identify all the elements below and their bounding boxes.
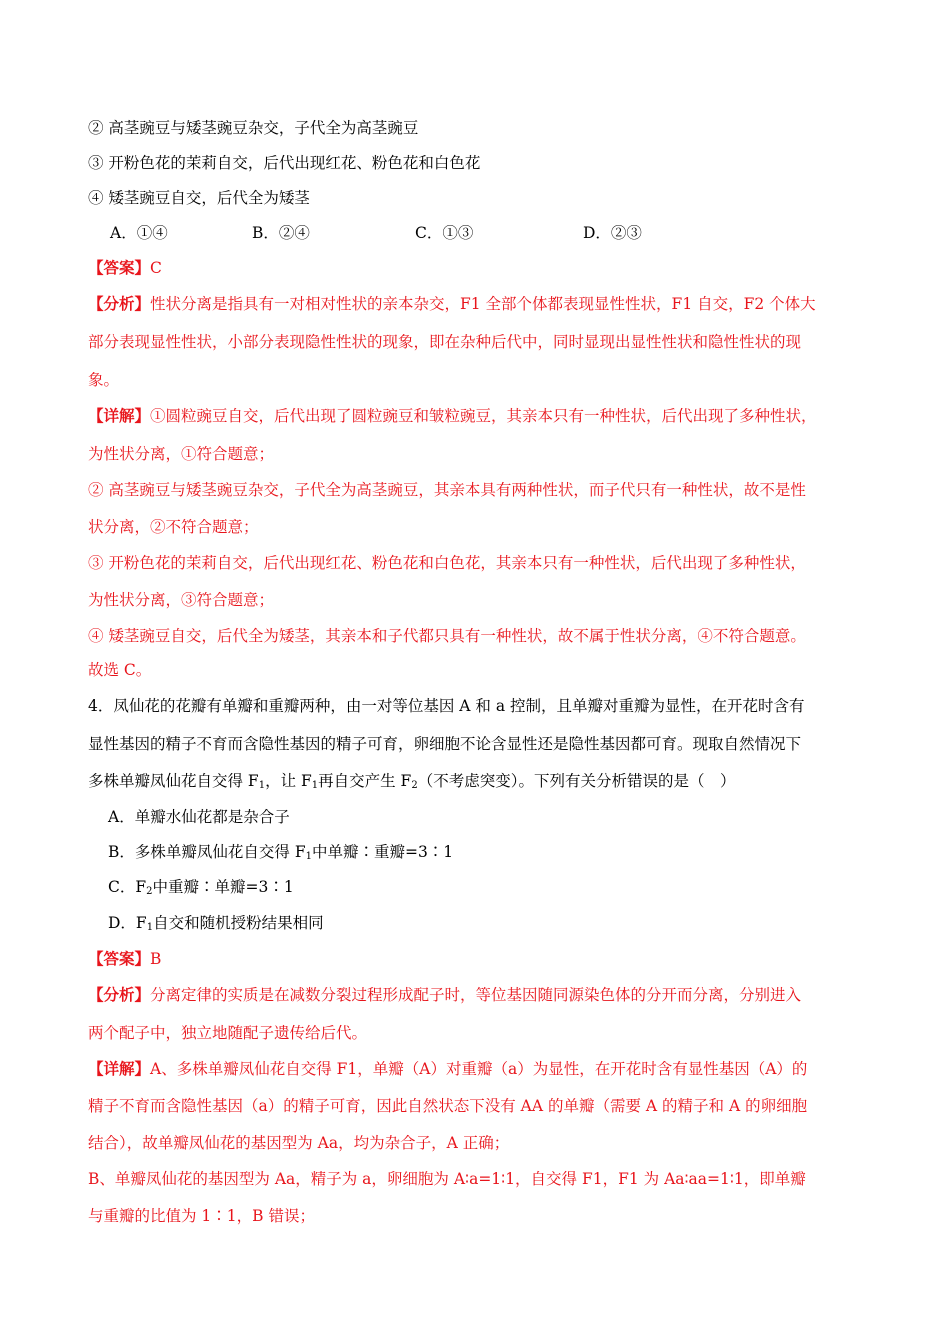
q3-detail-line-6: 为性状分离，③符合题意； [88, 591, 275, 609]
answer-value: C [150, 259, 162, 277]
option-text: 中单瓣∶重瓣=3∶1 [311, 843, 454, 861]
q4-option-c [108, 876, 294, 903]
q4-detail-line-5: 与重瓣的比值为 1∶1，B 错误； [88, 1207, 315, 1225]
subscript: 1 [311, 780, 319, 791]
q4-stem-line-2: 显性基因的精子不育而含隐性基因的精子可育，卵细胞不论含显性还是隐性基因都可育。现取自然情况下 [88, 735, 802, 753]
subscript: 1 [258, 780, 266, 791]
q3-item-3: ③ 开粉色花的茉莉自交，后代出现红花、粉色花和白色花 [88, 154, 481, 172]
analysis-text: 分离定律的实质是在减数分裂过程形成配子时，等位基因随同源染色体的分开而分离，分别进入 [150, 986, 802, 1004]
q3-detail-line-7: ④ 矮茎豌豆自交，后代全为矮茎，其亲本和子代都只具有一种性状，故不属于性状分离，④不符合题意。 [88, 627, 806, 645]
detail-text: A、多株单瓣凤仙花自交得 F1，单瓣（A）对重瓣（a）为显性，在开花时含有显性基因（A）的 [150, 1060, 808, 1078]
q4-stem-text: 多株单瓣凤仙花自交得 F [88, 772, 259, 790]
analysis-text: 性状分离是指具有一对相对性状的亲本杂交，F1 全部个体都表现显性性状，F1 自交，F2 个体大 [150, 295, 816, 313]
analysis-tag: 【分析】 [88, 294, 151, 313]
q3-option-d: D．②③ [583, 224, 642, 242]
q3-item-2: ② 高茎豌豆与矮茎豌豆杂交，子代全为高茎豌豆 [88, 119, 419, 137]
q4-analysis-line-1 [88, 984, 801, 1006]
option-text: C．F [108, 878, 147, 896]
q4-detail-line-4: B、单瓣凤仙花的基因型为 Aa，精子为 a，卵细胞为 A∶a=1∶1，自交得 F1，F1 为 Aa∶aa=1∶1，即单瓣 [88, 1170, 806, 1188]
subscript: 1 [146, 922, 154, 933]
q3-analysis-line-1 [88, 293, 816, 315]
q4-stem-text: 再自交产生 F [318, 772, 412, 790]
q3-detail-line-8: 故选 C。 [88, 661, 152, 679]
subscript: 2 [146, 886, 153, 897]
q3-detail-line-1 [88, 405, 817, 427]
answer-value: B [150, 950, 162, 968]
detail-tag: 【详解】 [88, 1059, 151, 1078]
q3-detail-line-2: 为性状分离，①符合题意； [88, 445, 275, 463]
q3-option-a: A．①④ [110, 224, 168, 242]
q4-option-a: A．单瓣水仙花都是杂合子 [108, 808, 290, 826]
q3-detail-line-5: ③ 开粉色花的茉莉自交，后代出现红花、粉色花和白色花，其亲本只有一种性状，后代出现了多种性状， [88, 554, 806, 572]
option-text: D．F [108, 914, 147, 932]
option-text: 中重瓣∶单瓣=3∶1 [152, 878, 294, 896]
q3-analysis-line-3: 象。 [88, 371, 120, 389]
answer-tag: 【答案】 [88, 258, 151, 277]
subscript: 1 [305, 851, 312, 862]
q4-stem-text: （不考虑突变）。下列有关分析错误的是（ ） [417, 772, 736, 790]
q3-analysis-line-2: 部分表现显性性状，小部分表现隐性性状的现象，即在杂种后代中，同时显现出显性性状和隐性性状的现 [88, 333, 802, 351]
analysis-tag: 【分析】 [88, 985, 151, 1004]
q4-analysis-line-2: 两个配子中，独立地随配子遗传给后代。 [88, 1024, 368, 1042]
q3-option-b: B．②④ [252, 224, 310, 242]
q3-answer [88, 257, 162, 279]
answer-tag: 【答案】 [88, 949, 151, 968]
q4-detail-line-3: 结合），故单瓣凤仙花的基因型为 Aa，均为杂合子，A 正确； [88, 1134, 510, 1152]
q4-option-d [108, 912, 324, 939]
q4-answer [88, 948, 161, 970]
q4-detail-line-1 [88, 1058, 807, 1080]
q3-detail-line-4: 状分离，②不符合题意； [88, 518, 259, 536]
q3-option-c: C．①③ [415, 224, 474, 242]
q4-option-b [108, 841, 453, 868]
option-text: 自交和随机授粉结果相同 [153, 914, 324, 932]
q4-stem-line-1: 4．凤仙花的花瓣有单瓣和重瓣两种，由一对等位基因 A 和 a 控制，且单瓣对重瓣为显性，在开花时含有 [88, 697, 805, 715]
detail-tag: 【详解】 [88, 406, 151, 425]
q4-stem-line-3 [88, 770, 735, 797]
q4-detail-line-2: 精子不育而含隐性基因（a）的精子可育，因此自然状态下没有 AA 的单瓣（需要 A 的精子和 A 的卵细胞 [88, 1097, 808, 1115]
q3-detail-line-3: ② 高茎豌豆与矮茎豌豆杂交，子代全为高茎豌豆，其亲本具有两种性状，而子代只有一种性状，故不是性 [88, 481, 806, 499]
q4-stem-text: ，让 F [265, 772, 312, 790]
q3-options [0, 222, 950, 244]
subscript: 2 [411, 780, 418, 791]
option-text: B．多株单瓣凤仙花自交得 F [108, 843, 306, 861]
q3-item-4: ④ 矮茎豌豆自交，后代全为矮茎 [88, 189, 310, 207]
detail-text: ①圆粒豌豆自交，后代出现了圆粒豌豆和皱粒豌豆，其亲本只有一种性状，后代出现了多种性状， [150, 407, 817, 425]
